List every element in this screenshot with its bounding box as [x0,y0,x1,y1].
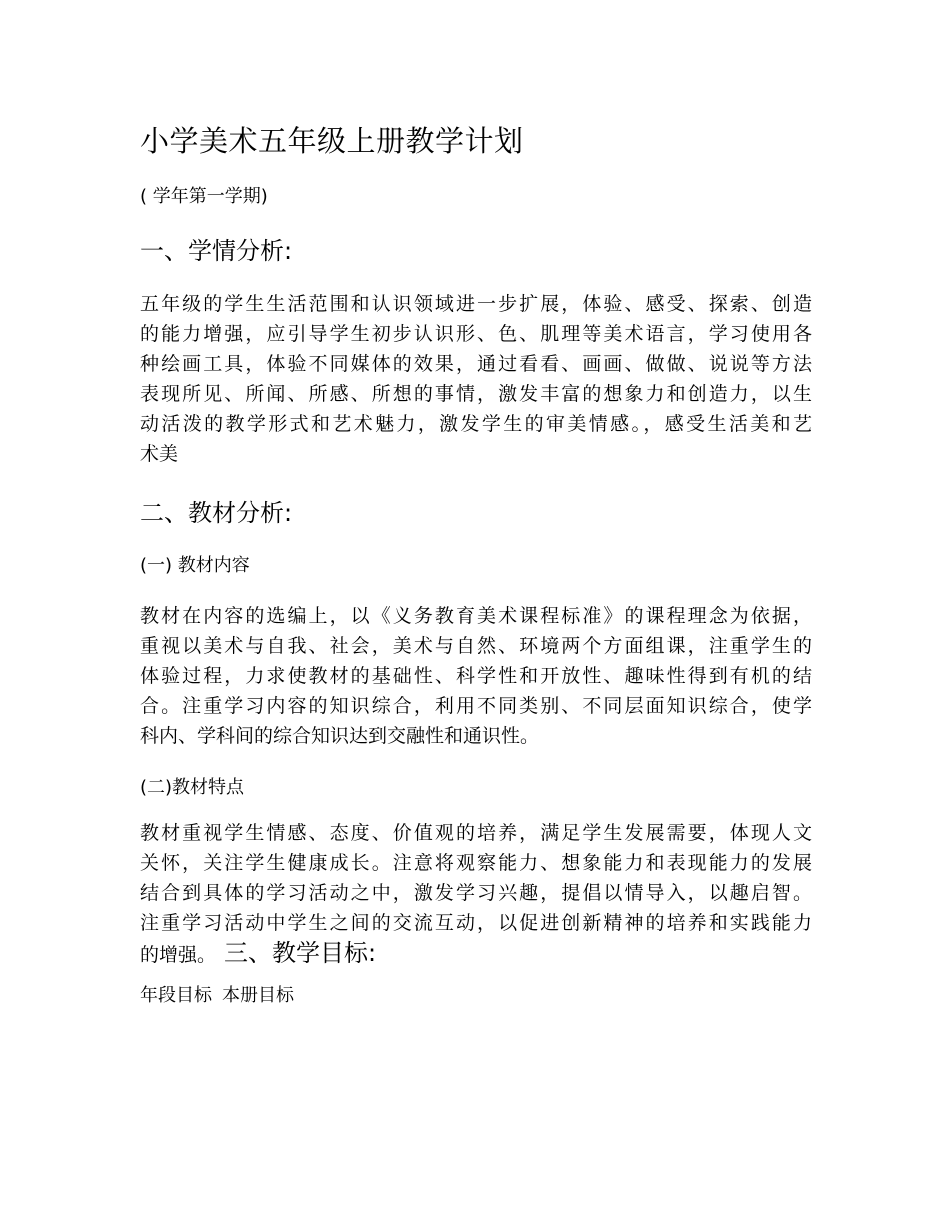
paragraph-line: 结合到具体的学习活动之中，激发学习兴趣，提倡以情导入，以趣启智。 [140,882,812,904]
paragraph-line: 科内、学科间的综合知识达到交融性和通识性。 [140,725,540,747]
paragraph-line-with-heading [140,938,812,968]
paragraph-line: 注重学习活动中学生之间的交流互动，以促进创新精神的培养和实践能力 [140,912,812,934]
volume-goal-label: 本册目标 [222,985,294,1006]
subheading-textbook-features: (二)教材特点 [140,777,245,798]
textbook-features-paragraph [140,818,812,968]
student-analysis-paragraph [140,289,812,469]
paragraph-line: 五年级的学生生活范围和认识领域进一步扩展，体验、感受、探索、创造 [140,293,812,315]
paragraph-line: 教材重视学生情感、态度、价值观的培养，满足学生发展需要，体现人文 [140,822,812,844]
paragraph-line: 的增强。 [140,944,217,966]
section-heading-student-analysis: 一、学情分析: [140,237,293,265]
paragraph-line: 动活泼的教学形式和艺术魅力，激发学生的审美情感。，感受生活美和艺 [140,413,812,435]
paragraph-line: 关怀，关注学生健康成长。注意将观察能力、想象能力和表现能力的发展 [140,852,812,874]
goal-labels [140,982,294,1010]
section-heading-textbook-analysis: 二、教材分析: [140,499,293,527]
textbook-content-paragraph [140,601,812,751]
paragraph-line: 术美 [140,443,179,465]
paragraph-line: 教材在内容的选编上，以《义务教育美术课程标准》的课程理念为依据， [140,605,812,627]
grade-level-goal-label: 年段目标 [140,985,212,1006]
document-title: 小学美术五年级上册教学计划 [140,124,524,158]
paragraph-line: 合。注重学习内容的知识综合，利用不同类别、不同层面知识综合，使学 [140,695,812,717]
subheading-textbook-content: (一) 教材内容 [140,555,250,576]
paragraph-line: 体验过程，力求使教材的基础性、科学性和开放性、趣味性得到有机的结 [140,665,812,687]
paragraph-line: 重视以美术与自我、社会，美术与自然、环境两个方面组课，注重学生的 [140,635,812,657]
semester-subtitle: ( 学年第一学期) [140,186,268,207]
paragraph-line: 种绘画工具，体验不同媒体的效果，通过看看、画画、做做、说说等方法 [140,353,812,375]
paragraph-line: 表现所见、所闻、所感、所想的事情，激发丰富的想象力和创造力，以生 [140,383,812,405]
paragraph-line: 的能力增强，应引导学生初步认识形、色、肌理等美术语言，学习使用各 [140,323,812,345]
section-heading-teaching-goals: 三、教学目标: [224,939,377,967]
